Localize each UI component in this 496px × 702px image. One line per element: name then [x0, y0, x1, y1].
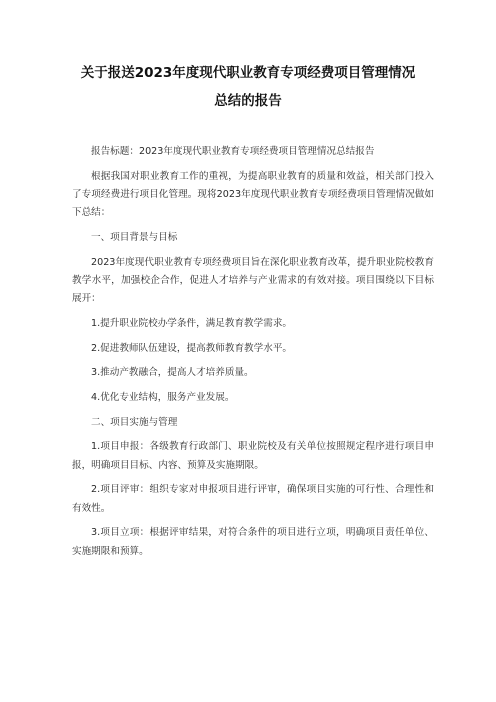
document-body: [72, 143, 434, 561]
goal-item-1: 1.提升职业院校办学条件，满足教育教学需求。: [91, 317, 293, 329]
implementation-item-2: 2.项目评审：组织专家对申报项目进行评审，确保项目实施的可行性、合理性和有效性。: [72, 484, 434, 514]
intro-paragraph: 根据我国对职业教育工作的重视，为提高职业教育的质量和效益，相关部门投入了专项经费进行项目化管理。现将2023年度现代职业教育专项经费项目管理情况做如下总结：: [72, 170, 434, 219]
document-title-line-2: 总结的报告: [214, 93, 282, 109]
document-title-line-1: 关于报送2023年度现代职业教育专项经费项目管理情况: [80, 65, 416, 81]
background-paragraph: 2023年度现代职业教育专项经费项目旨在深化职业教育改革，提升职业院校教育教学水平，加强校企合作，促进人才培养与产业需求的有效对接。项目围绕以下目标展开：: [72, 256, 434, 305]
implementation-item-1: 1.项目申报：各级教育行政部门、职业院校及有关单位按照规定程序进行项目申报，明确项目目标、内容、预算及实施期限。: [72, 441, 434, 471]
goal-item-2: 2.促进教师队伍建设，提高教师教育教学水平。: [91, 342, 293, 354]
goal-item-4: 4.优化专业结构，服务产业发展。: [91, 392, 235, 403]
section-heading-background: 一、项目背景与目标: [91, 231, 178, 243]
goal-item-3: 3.推动产教融合，提高人才培养质量。: [91, 367, 254, 379]
implementation-item-3: 3.项目立项：根据评审结果，对符合条件的项目进行立项，明确项目责任单位、实施期限和预算。: [72, 527, 434, 557]
section-heading-implementation: 二、项目实施与管理: [91, 416, 178, 428]
report-title-paragraph: 报告标题：2023年度现代职业教育专项经费项目管理情况总结报告: [91, 146, 375, 157]
